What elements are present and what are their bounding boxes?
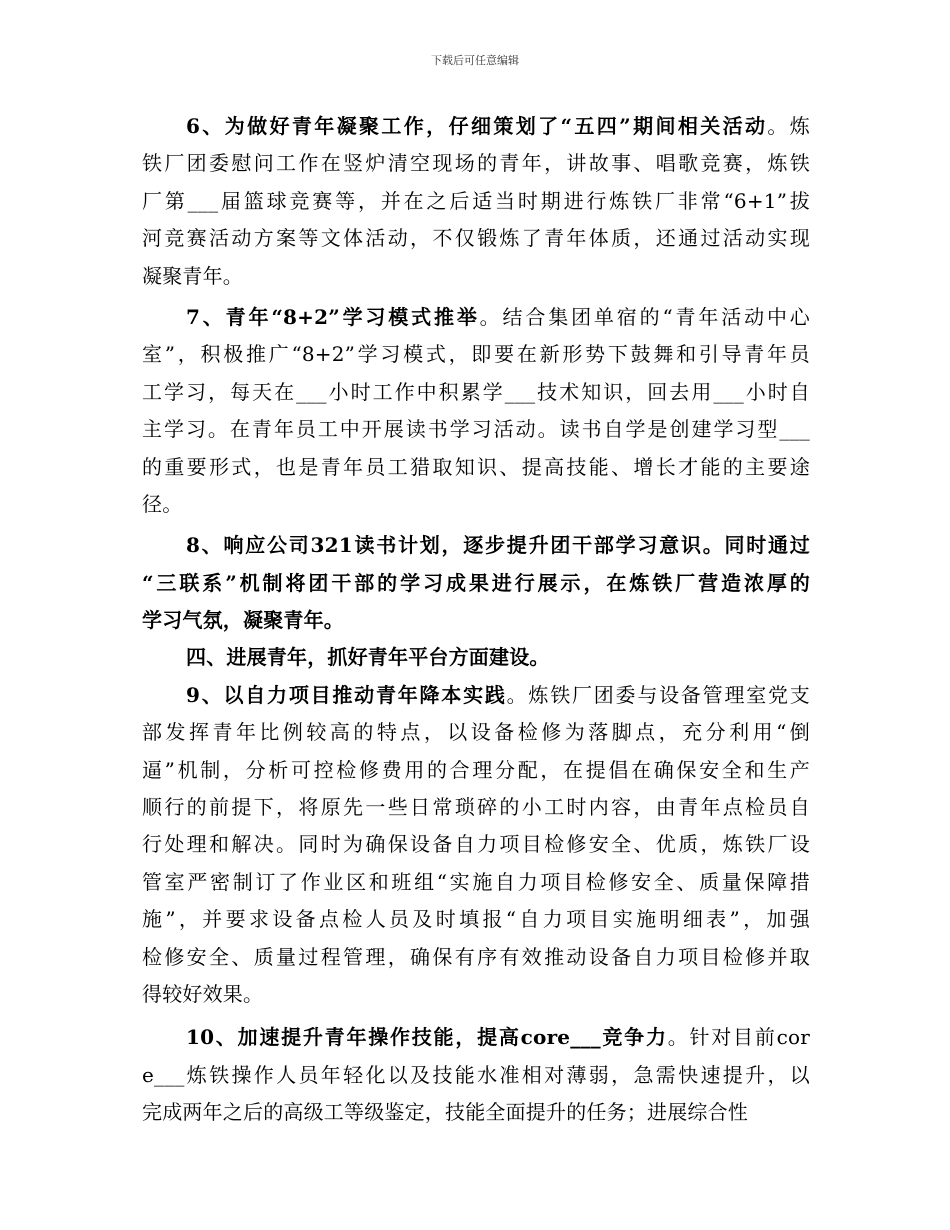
bold-heading-text: 学习气氛，凝聚青年。 [142,608,344,633]
body-text: 。炼铁厂团委与设备管理室党支 [506,682,810,707]
body-text: 得较好效果。 [142,981,264,1006]
text-line [142,565,810,602]
body-text: e___炼铁操作人员年轻化以及技能水准相对薄弱，急需快速提升，以 [142,1062,810,1087]
document-body [142,108,810,1132]
body-text: 部发挥青年比例较高的特点，以设备检修为落脚点，充分利用“倒 [142,720,810,745]
text-line [142,1057,810,1094]
text-line [142,714,810,751]
body-text: 行处理和解决。同时为确保设备自力项目检修安全、优质，炼铁厂设 [142,832,810,857]
body-text: 凝聚青年。 [142,263,243,288]
text-line [142,527,810,564]
body-text: 。结合集团单宿的“青年活动中心 [479,304,810,329]
text-line [142,752,810,789]
text-line [142,449,810,486]
paragraph [142,1019,810,1131]
text-line [142,486,810,523]
body-text: 主学习。在青年员工中开展读书学习活动。读书自学是创建学习型___ [142,417,810,442]
text-line [142,976,810,1013]
text-line [142,336,810,373]
text-line [142,299,810,336]
paragraph [142,299,810,523]
paragraph [142,527,810,639]
body-text: 逼”机制，分析可控检修费用的合理分配，在提倡在确保安全和生产 [142,757,810,782]
body-text: 的重要形式，也是青年员工猎取知识、提高技能、增长才能的主要途 [142,454,810,479]
paragraph [142,108,810,295]
body-text: 河竞赛活动方案等文体活动，不仅锻炼了青年体质，还通过活动实现 [142,226,810,251]
body-text: 管室严密制订了作业区和班组“实施自力项目检修安全、质量保障措 [142,869,810,894]
body-text: 工学习，每天在___小时工作中积累学___技术知识，回去用___小时自 [142,379,810,404]
text-line [142,183,810,220]
text-line [142,864,810,901]
text-line [142,939,810,976]
body-text: 顺行的前提下，将原先一些日常琐碎的小工时内容，由青年点检员自 [142,795,810,820]
bold-heading-text: 9、以自力项目推动青年降本实践 [186,682,507,707]
text-line [142,145,810,182]
text-line [142,677,810,714]
body-text: 径。 [142,491,183,516]
body-text: 室”，积极推广“8+2”学习模式，即要在新形势下鼓舞和引导青年员 [142,342,810,367]
body-text: 厂第___届篮球竞赛等，并在之后适当时期进行炼铁厂非常“6+1”拔 [142,188,810,213]
bold-heading-text: 8、响应公司321读书计划，逐步提升团干部学习意识。同时通过 [186,533,810,558]
text-line [142,411,810,448]
body-text: 完成两年之后的高级工等级鉴定，技能全面提升的任务；进展综合性 [142,1100,748,1125]
text-line [142,220,810,257]
text-line [142,1019,810,1056]
text-line [142,826,810,863]
paragraph [142,677,810,1014]
bold-heading-text: 6、为做好青年凝聚工作，仔细策划了“五四”期间相关活动 [186,114,768,138]
text-line [142,258,810,295]
page-header: 下载后可任意编辑 [431,54,519,67]
paragraph [142,639,810,676]
body-text: 施”，并要求设备点检人员及时填报“自力项目实施明细表”，加强 [142,907,810,932]
body-text: 。针对目前cor [667,1025,811,1050]
text-line [142,374,810,411]
body-text: 铁厂团委慰问工作在竖炉清空现场的青年，讲故事、唱歌竞赛，炼铁 [142,151,810,176]
body-text: 。炼 [767,114,810,138]
bold-heading-text: 四、进展青年，抓好青年平台方面建设。 [186,645,550,670]
bold-heading-text: 7、青年“8+2”学习模式推举 [186,304,480,329]
body-text: 检修安全、质量过程管理，确保有序有效推动设备自力项目检修并取 [142,944,810,969]
text-line [142,108,810,145]
text-line [142,602,810,639]
text-line [142,789,810,826]
text-line [142,1094,810,1131]
bold-heading-text: “三联系”机制将团干部的学习成果进行展示，在炼铁厂营造浓厚的 [142,570,810,595]
text-line [142,901,810,938]
text-line [142,639,810,676]
bold-heading-text: 10、加速提升青年操作技能，提高core___竞争力 [186,1025,668,1050]
